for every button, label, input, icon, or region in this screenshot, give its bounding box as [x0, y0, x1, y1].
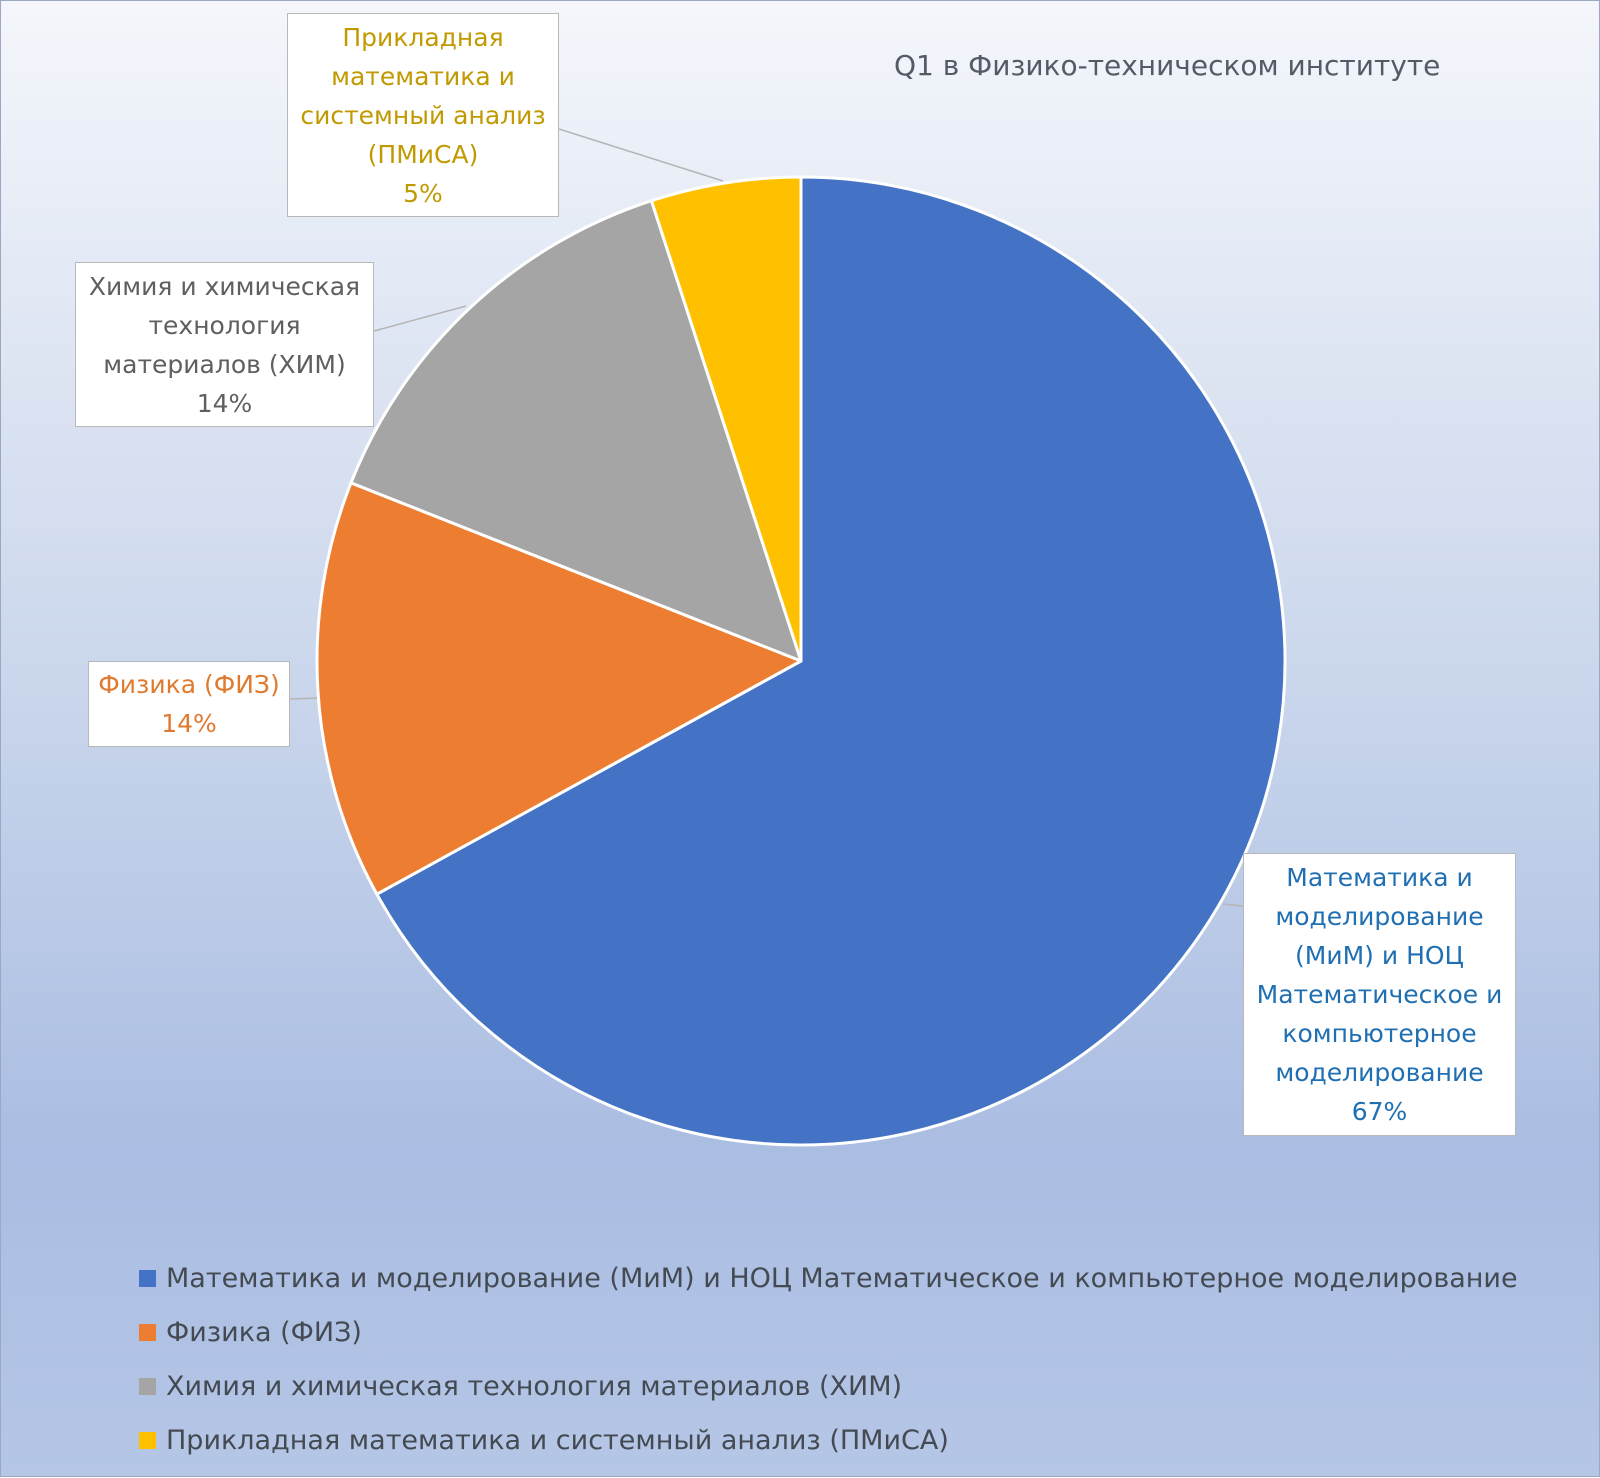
- leader-line-pmisa: [559, 129, 723, 181]
- data-label-percent: 14%: [196, 388, 253, 418]
- data-label-percent: 67%: [1351, 1097, 1408, 1126]
- pie-slices: [317, 177, 1285, 1145]
- legend-item-him: [139, 1359, 1518, 1413]
- legend-label: Математика и моделирование (МиМ) и НОЦ Математическое и компьютерное моделирование: [166, 1262, 1518, 1294]
- chart-title: Q1 в Физико-техническом институте: [894, 49, 1441, 82]
- legend: [139, 1251, 1518, 1467]
- data-label-mim: [1243, 853, 1516, 1136]
- data-label-name: Физика (ФИЗ): [98, 670, 280, 699]
- data-label-fiz: [88, 661, 290, 747]
- legend-item-mim: [139, 1251, 1518, 1305]
- data-label-percent: 14%: [161, 709, 217, 738]
- legend-label: Прикладная математика и системный анализ (ПМиСА): [166, 1424, 949, 1456]
- data-label-name: Химия и химическая технология материалов (ХИМ): [88, 271, 361, 379]
- legend-swatch: [139, 1432, 156, 1449]
- data-label-name: Математика и моделирование (МиМ) и НОЦ Математическое и компьютерное моделирование: [1256, 863, 1503, 1087]
- data-label-percent: 5%: [403, 178, 443, 208]
- data-label-him: [75, 262, 374, 427]
- legend-label: Химия и химическая технология материалов (ХИМ): [166, 1370, 903, 1402]
- leader-line-mim: [1223, 904, 1243, 906]
- legend-swatch: [139, 1324, 156, 1341]
- legend-item-fiz: [139, 1305, 1518, 1359]
- leader-line-fiz: [290, 698, 319, 699]
- legend-swatch: [139, 1378, 156, 1395]
- data-label-name: Прикладная математика и системный анализ (ПМиСА): [300, 22, 546, 169]
- legend-item-pmisa: [139, 1413, 1518, 1467]
- legend-swatch: [139, 1270, 156, 1287]
- data-label-pmisa: [287, 13, 559, 217]
- legend-label: Физика (ФИЗ): [166, 1316, 362, 1348]
